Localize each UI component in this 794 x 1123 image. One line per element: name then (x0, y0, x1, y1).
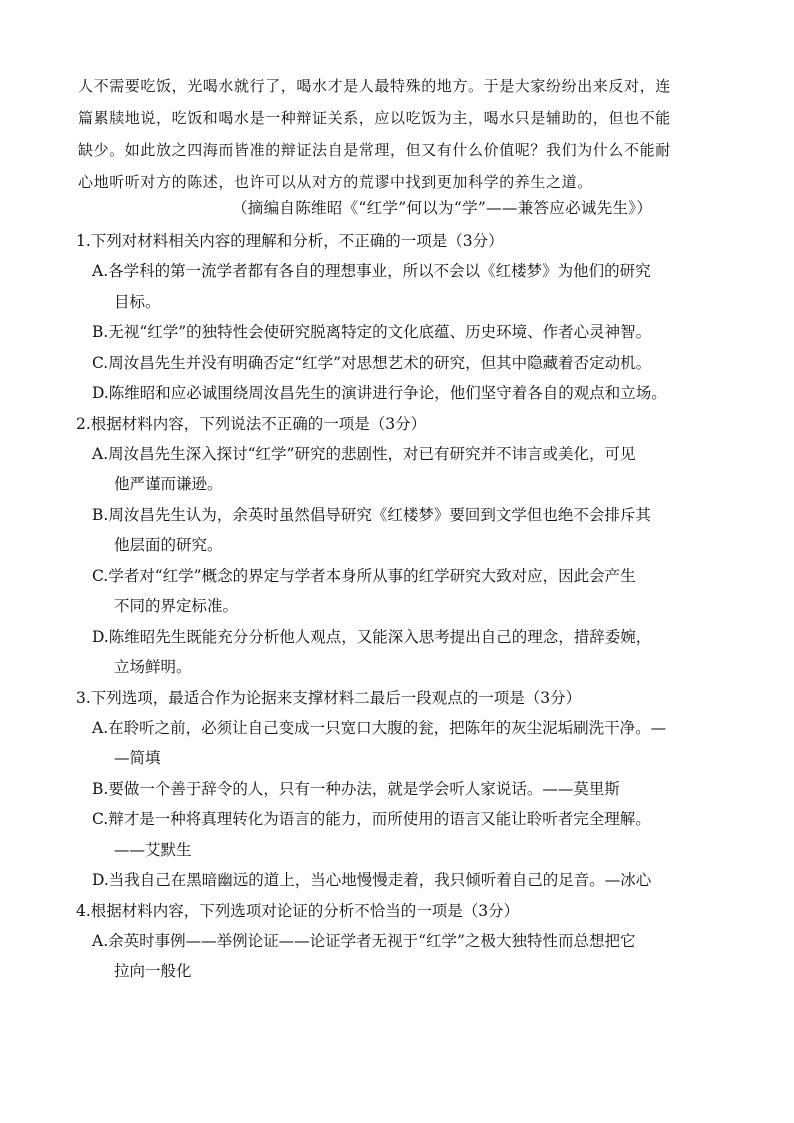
option-text: D.陈维昭先生既能充分分析他人观点，又能深入思考提出自己的理念，措辞委婉， (92, 627, 652, 646)
option-text: A.余英时事例——举例论证——论证学者无视于“红学”之极大独特性而总想把它 (92, 931, 636, 950)
option-text-cont: —简填 (114, 749, 161, 767)
question-list (76, 226, 736, 987)
question-1 (76, 226, 736, 409)
passage-line: 心地听听对方的陈述，也许可以从对方的荒谬中找到更加科学的养生之道。 (78, 173, 593, 191)
passage-tail (78, 70, 724, 198)
option-text: D.当我自己在黑暗幽远的道上，当心地慢慢走着，我只倾听着自己的足音。—冰心 (92, 871, 652, 889)
question-stem: 3.下列选项，最适合作为论据来支撑材料二最后一段观点的一项是（3分） (76, 688, 582, 707)
option-text-cont: 他严谨而谦逊。 (114, 475, 223, 493)
option-text-cont: 他层面的研究。 (114, 536, 223, 554)
question-stem: 2.根据材料内容，下列说法不正确的一项是（3分） (76, 414, 427, 433)
option-b (92, 500, 736, 561)
option-a (92, 439, 736, 500)
option-b (92, 774, 736, 805)
option-text-cont: 拉向一般化 (114, 962, 192, 980)
option-text: B.要做一个善于辞令的人，只有一种办法，就是学会听人家说话。——莫里斯 (92, 779, 620, 798)
option-text-cont: 立场鲜明。 (114, 658, 192, 676)
question-2 (76, 409, 736, 683)
question-3 (76, 683, 736, 896)
option-text: B.周汝昌先生认为，余英时虽然倡导研究《红楼梦》要回到文学但也绝不会排斥其 (92, 505, 651, 524)
option-text-cont: 不同的界定标准。 (114, 597, 239, 615)
option-a (92, 713, 736, 774)
option-c (92, 348, 736, 379)
question-4 (76, 896, 736, 987)
option-text-cont: 目标。 (114, 292, 161, 311)
option-text: A.周汝昌先生深入探讨“红学”研究的悲剧性，对已有研究并不讳言或美化，可见 (92, 444, 636, 463)
passage-line: 篇累牍地说，吃饭和喝水是一种辩证关系，应以吃饭为主，喝水只是辅助的，但也不能 (78, 109, 671, 127)
option-text: A.各学科的第一流学者都有各自的理想事业，所以不会以《红楼梦》为他们的研究 (92, 262, 651, 280)
passage-line: 人不需要吃饭，光喝水就行了，喝水才是人最特殊的地方。于是大家纷纷出来反对，连 (78, 77, 671, 95)
option-c (92, 804, 736, 865)
question-stem: 1.下列对材料相关内容的理解和分析，不正确的一项是（3分） (76, 232, 504, 250)
option-b (92, 317, 736, 348)
option-d (92, 622, 736, 683)
option-a (92, 926, 736, 987)
option-text: A.在聆听之前，必须让自己变成一只宽口大腹的瓮，把陈年的灰尘泥垢刷洗干净。— (92, 718, 667, 737)
option-a (92, 256, 736, 317)
option-text: C.辩才是一种将真理转化为语言的能力，而所使用的语言又能让聆听者完全理解。 (92, 810, 651, 828)
option-d (92, 378, 736, 409)
option-text: C.周汝昌先生并没有明确否定“红学”对思想艺术的研究，但其中隐藏着否定动机。 (92, 353, 652, 372)
source-citation: （摘编自陈维昭《“红学”何以为“学”——兼答应必诚先生》） (232, 199, 653, 217)
option-text: B.无视“红学”的独特性会使研究脱离特定的文化底蕴、历史环境、作者心灵神智。 (92, 323, 652, 341)
passage-line: 缺少。如此放之四海而皆准的辩证法自是常理，但又有什么价值呢？我们为什么不能耐 (78, 141, 671, 159)
question-stem: 4.根据材料内容，下列选项对论证的分析不恰当的一项是（3分） (76, 901, 520, 920)
option-c (92, 561, 736, 622)
option-d (92, 865, 736, 896)
option-text: D.陈维昭和应必诚围绕周汝昌先生的演讲进行争论，他们坚守着各自的观点和立场。 (92, 384, 667, 402)
option-text: C.学者对“红学”概念的界定与学者本身所从事的红学研究大致对应，因此会产生 (92, 566, 636, 585)
option-text-cont: ——艾默生 (114, 840, 192, 859)
